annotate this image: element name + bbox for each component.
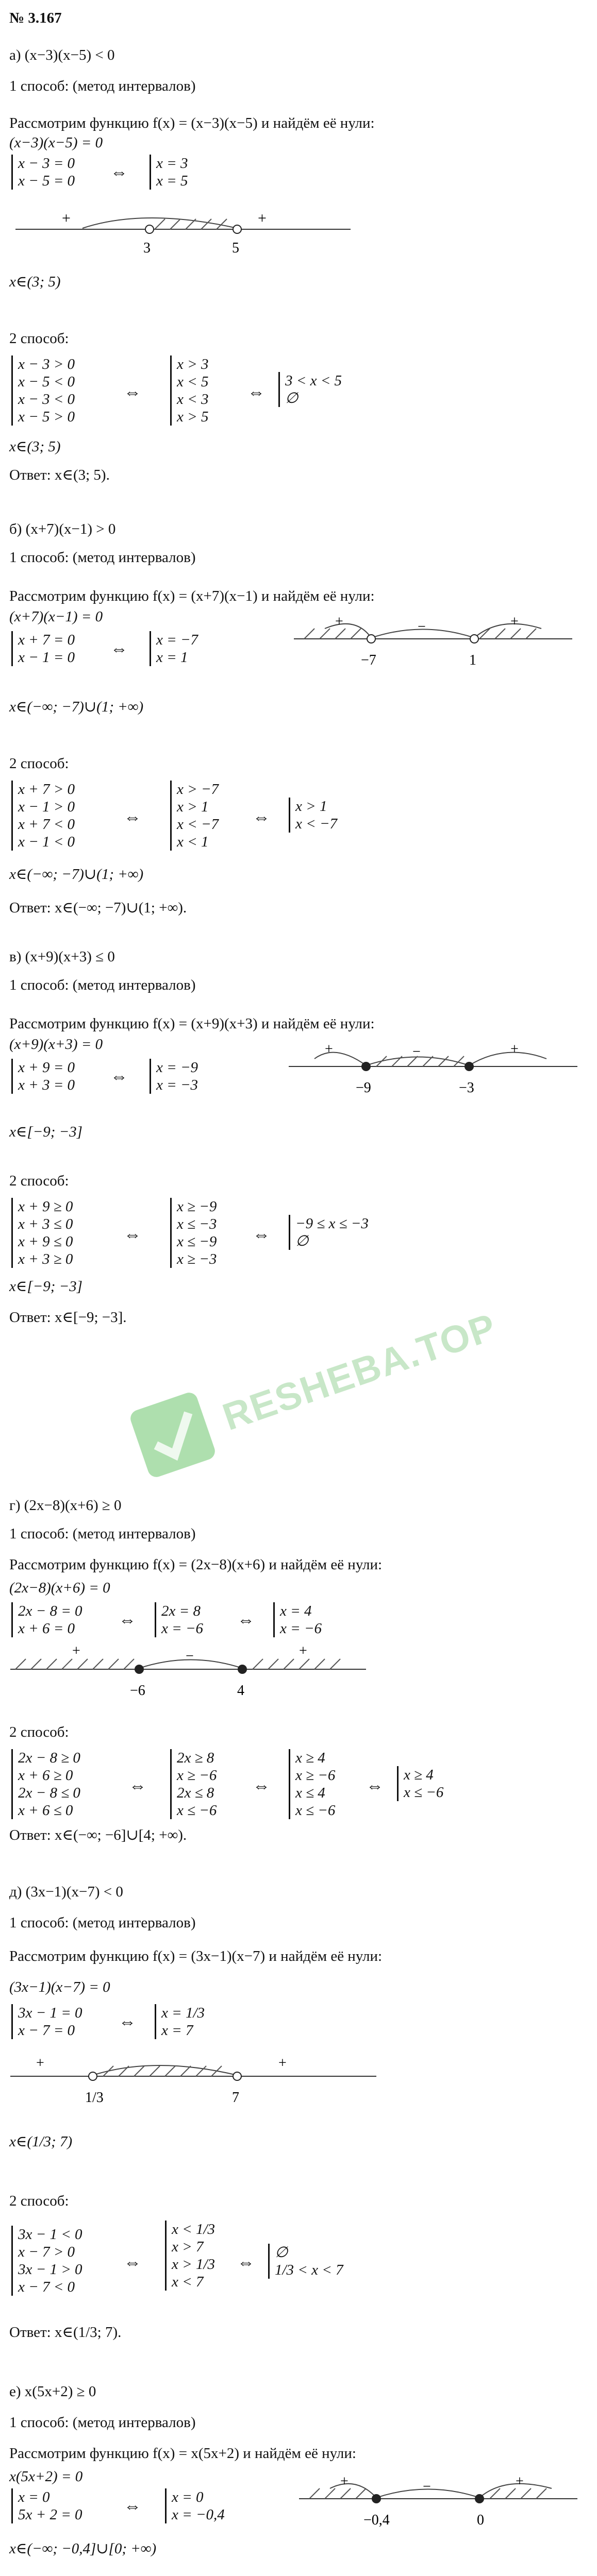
part-a-method1: 1 способ: (метод интервалов) [9, 78, 196, 94]
sign-label: + [340, 2473, 349, 2489]
part-f-equation: x(5x+2) = 0 [9, 2468, 83, 2485]
system-line: x + 7 < 0 [18, 816, 75, 833]
watermark-logo-icon [117, 1379, 228, 1490]
part-d-method2-b [170, 1749, 217, 1819]
point-closed [135, 1665, 143, 1673]
equivalence-arrow: ⇔ [124, 1225, 141, 1244]
part-b-method2-a [11, 781, 75, 851]
system-line: 5x + 2 = 0 [18, 2506, 82, 2523]
part-e-method2: 2 способ: [9, 2193, 69, 2209]
system-line: x = −9 [156, 1059, 198, 1076]
point-closed [465, 1062, 473, 1071]
system-line: 1/3 < x < 7 [275, 2262, 343, 2278]
point-label: −3 [459, 1080, 474, 1096]
point-label: −9 [356, 1080, 371, 1096]
equivalence-arrow: ⇔ [237, 1611, 255, 1630]
equivalence-arrow: ⇔ [237, 2253, 255, 2272]
system-line: ∅ [285, 390, 299, 406]
sign-label: + [335, 614, 343, 630]
system-line: x = −0,4 [172, 2506, 225, 2523]
part-c-number-line [289, 1038, 583, 1105]
equivalence-arrow: ⇔ [253, 1776, 270, 1795]
part-b-consider: Рассмотрим функцию f(x) = (x+7)(x−1) и найдём её нули: [9, 588, 375, 604]
part-c-method2: 2 способ: [9, 1173, 69, 1189]
sign-label: + [62, 210, 71, 227]
sign-label: + [516, 2473, 524, 2489]
part-e-method2-b [165, 2221, 215, 2291]
system-line: x ≥ 4 [295, 1750, 325, 1766]
system-line: x = 1/3 [161, 2005, 205, 2021]
point-label: −6 [130, 1683, 145, 1699]
part-b-equation: (x+7)(x−1) = 0 [9, 608, 103, 625]
sign-label: + [510, 1041, 519, 1057]
part-b-method1: 1 способ: (метод интервалов) [9, 549, 196, 566]
system-line: x = −6 [280, 1620, 322, 1637]
problem-number: № 3.167 [9, 10, 62, 26]
part-f-answer1: x∈(−∞; −0,4]∪[0; +∞) [9, 2540, 157, 2557]
part-c-header: в) (x+9)(x+3) ≤ 0 [9, 948, 115, 965]
part-c-method1: 1 способ: (метод интервалов) [9, 977, 196, 993]
sign-label: − [186, 1648, 194, 1664]
system-line: x + 9 ≥ 0 [18, 1198, 73, 1215]
system-line: x − 3 = 0 [18, 155, 75, 172]
part-d-method2: 2 способ: [9, 1724, 69, 1740]
part-e-system-1 [11, 2004, 82, 2039]
system-line: x ≥ 4 [404, 1767, 434, 1783]
equivalence-arrow: ⇔ [124, 2253, 141, 2272]
part-c-method2-b [170, 1198, 217, 1268]
equivalence-arrow: ⇔ [124, 2497, 141, 2516]
part-c-system-1 [11, 1059, 75, 1094]
part-f-system-2 [165, 2488, 225, 2523]
point-label: 1 [469, 652, 476, 668]
system-line: x < 7 [172, 2274, 204, 2290]
system-line: x ≥ −9 [177, 1198, 217, 1215]
system-line: x − 1 > 0 [18, 799, 75, 815]
sign-label: + [325, 1041, 333, 1057]
part-e-equation: (3x−1)(x−7) = 0 [9, 1979, 110, 1995]
part-f-method1: 1 способ: (метод интервалов) [9, 2414, 196, 2431]
point-open [233, 225, 241, 233]
system-line: x − 5 < 0 [18, 374, 75, 390]
system-line: x ≥ −6 [295, 1767, 336, 1784]
part-a-consider: Рассмотрим функцию f(x) = (x−3)(x−5) и найдём её нули: [9, 115, 375, 131]
point-label: −7 [361, 652, 376, 668]
system-line: x > −7 [177, 781, 219, 798]
system-line: x < −7 [295, 816, 338, 832]
system-line: 2x − 8 = 0 [18, 1603, 82, 1619]
part-a-system-1 [11, 155, 75, 190]
system-line: x − 5 = 0 [18, 173, 75, 189]
system-line: ∅ [295, 1233, 309, 1249]
part-c-final: Ответ: x∈[−9; −3]. [9, 1309, 127, 1326]
part-a-method2-c [278, 372, 342, 407]
part-c-consider: Рассмотрим функцию f(x) = (x+9)(x+3) и найдём её нули: [9, 1015, 375, 1032]
point-closed [475, 2495, 484, 2503]
part-b-number-line [294, 611, 583, 677]
part-b-method2-c [289, 798, 337, 833]
system-line: x + 3 ≥ 0 [18, 1251, 73, 1267]
point-label: −0,4 [363, 2512, 390, 2528]
part-f-header: е) x(5x+2) ≥ 0 [9, 2383, 96, 2400]
point-open [89, 2072, 97, 2080]
system-line: x + 3 = 0 [18, 1077, 75, 1093]
part-a-answer1: x∈(3; 5) [9, 274, 61, 290]
part-d-method2-a [11, 1749, 80, 1819]
system-line: x > 5 [177, 409, 209, 425]
part-b-answer2: x∈(−∞; −7)∪(1; +∞) [9, 866, 144, 883]
system-line: x > 1/3 [172, 2256, 215, 2273]
system-line: −9 ≤ x ≤ −3 [295, 1215, 369, 1232]
system-line: x + 7 = 0 [18, 632, 75, 648]
system-line: 3 < x < 5 [285, 372, 342, 389]
sign-label: − [418, 619, 426, 635]
point-closed [238, 1665, 246, 1673]
system-line: x > 7 [172, 2239, 204, 2255]
system-line: x = −3 [156, 1077, 198, 1093]
system-line: x ≤ −6 [295, 1802, 336, 1819]
system-line: x < 5 [177, 374, 209, 390]
system-line: x − 7 = 0 [18, 2022, 75, 2039]
system-line: x − 3 > 0 [18, 356, 75, 372]
part-a-system-2 [150, 155, 188, 190]
point-open [145, 225, 154, 233]
point-label: 4 [237, 1683, 244, 1699]
point-label: 3 [143, 240, 151, 256]
system-line: x < 3 [177, 391, 209, 408]
system-line: x = 0 [18, 2489, 50, 2505]
part-e-final: Ответ: x∈(1/3; 7). [9, 2324, 122, 2341]
point-label: 0 [477, 2512, 484, 2528]
part-c-method2-a [11, 1198, 73, 1268]
watermark-text: RESHEBA.TOP [217, 1304, 502, 1439]
equivalence-arrow: ⇔ [253, 808, 270, 827]
system-line: x ≥ −3 [177, 1251, 217, 1267]
part-f-system-1 [11, 2488, 82, 2523]
system-line: 2x = 8 [161, 1603, 201, 1619]
part-e-number-line [10, 2048, 382, 2115]
system-line: x ≥ −6 [177, 1767, 217, 1784]
sign-label: + [278, 2055, 287, 2071]
point-label: 5 [232, 240, 239, 256]
point-open [470, 635, 478, 643]
equivalence-arrow: ⇔ [253, 1225, 270, 1244]
part-d-header: г) (2x−8)(x+6) ≥ 0 [9, 1497, 122, 1514]
part-a-header: а) (x−3)(x−5) < 0 [9, 47, 115, 63]
part-f-consider: Рассмотрим функцию f(x) = x(5x+2) и найдём её нули: [9, 2445, 356, 2462]
system-line: x + 7 > 0 [18, 781, 75, 798]
system-line: x ≤ 4 [295, 1785, 325, 1801]
system-line: x = 1 [156, 649, 188, 666]
system-line: x − 1 < 0 [18, 834, 75, 850]
part-a-number-line [15, 204, 356, 260]
equivalence-arrow: ⇔ [110, 639, 128, 658]
part-c-method2-c [289, 1215, 369, 1250]
part-e-method2-a [11, 2226, 82, 2296]
part-d-final: Ответ: x∈(−∞; −6]∪[4; +∞). [9, 1827, 187, 1843]
system-line: 3x − 1 > 0 [18, 2261, 82, 2278]
part-d-system-3 [273, 1602, 322, 1637]
system-line: 2x ≤ 8 [177, 1785, 214, 1801]
equivalence-arrow: ⇔ [124, 383, 141, 402]
system-line: x − 7 < 0 [18, 2279, 75, 2295]
system-line: x = 0 [172, 2489, 204, 2505]
system-line: x = −7 [156, 632, 198, 648]
part-a-equation: (x−3)(x−5) = 0 [9, 134, 103, 151]
sign-label: + [510, 614, 519, 630]
system-line: x − 3 < 0 [18, 391, 75, 408]
point-open [233, 2072, 241, 2080]
system-line: x − 5 > 0 [18, 409, 75, 425]
system-line: ∅ [275, 2244, 288, 2261]
part-c-answer2: x∈[−9; −3] [9, 1278, 82, 1295]
part-d-system-2 [155, 1602, 203, 1637]
system-line: x ≤ −9 [177, 1233, 217, 1250]
part-a-method2-b [170, 355, 208, 426]
part-a-method2-a [11, 355, 75, 426]
sign-label: + [72, 1643, 80, 1659]
system-line: 2x − 8 ≤ 0 [18, 1785, 80, 1801]
point-open [367, 635, 375, 643]
system-line: x + 6 ≤ 0 [18, 1802, 73, 1819]
equivalence-arrow: ⇔ [119, 1611, 136, 1630]
system-line: x > 1 [295, 798, 327, 815]
system-line: x = −6 [161, 1620, 204, 1637]
part-a-method2: 2 способ: [9, 330, 69, 347]
point-label: 7 [232, 2090, 239, 2106]
part-b-system-2 [150, 631, 198, 666]
part-b-final: Ответ: x∈(−∞; −7)∪(1; +∞). [9, 900, 187, 916]
system-line: x < 1 [177, 834, 209, 850]
equivalence-arrow: ⇔ [110, 163, 128, 182]
part-d-method1: 1 способ: (метод интервалов) [9, 1526, 196, 1542]
part-e-answer1: x∈(1/3; 7) [9, 2133, 73, 2150]
part-d-equation: (2x−8)(x+6) = 0 [9, 1580, 110, 1596]
system-line: x + 3 ≤ 0 [18, 1216, 73, 1232]
equivalence-arrow: ⇔ [247, 383, 265, 402]
part-e-method2-c [268, 2244, 343, 2279]
equivalence-arrow: ⇔ [110, 1067, 128, 1086]
system-line: x < 1/3 [172, 2221, 215, 2238]
part-a-final: Ответ: x∈(3; 5). [9, 467, 110, 483]
system-line: x < −7 [177, 816, 219, 833]
point-closed [372, 2495, 380, 2503]
part-b-system-1 [11, 631, 75, 666]
part-b-answer1: x∈(−∞; −7)∪(1; +∞) [9, 699, 144, 715]
system-line: x ≤ −6 [404, 1784, 444, 1801]
system-line: 2x ≥ 8 [177, 1750, 214, 1766]
part-e-consider: Рассмотрим функцию f(x) = (3x−1)(x−7) и найдём её нули: [9, 1948, 383, 1964]
sign-label: + [258, 210, 267, 227]
sign-label: + [36, 2055, 44, 2071]
part-b-method2: 2 способ: [9, 755, 69, 772]
part-b-method2-b [170, 781, 219, 851]
system-line: x = 5 [156, 173, 188, 189]
system-line: x = 4 [280, 1603, 312, 1619]
system-line: x ≤ −6 [177, 1802, 217, 1819]
system-line: x > 3 [177, 356, 209, 372]
system-line: x + 9 = 0 [18, 1059, 75, 1076]
part-f-number-line [299, 2470, 588, 2537]
sign-label: − [423, 2479, 431, 2495]
system-line: 3x − 1 = 0 [18, 2005, 82, 2021]
system-line: 3x − 1 < 0 [18, 2226, 82, 2243]
part-a-answer2: x∈(3; 5) [9, 438, 61, 455]
system-line: x + 9 ≤ 0 [18, 1233, 73, 1250]
system-line: x > 1 [177, 799, 209, 815]
sign-label: − [412, 1044, 421, 1060]
part-e-header: д) (3x−1)(x−7) < 0 [9, 1884, 123, 1900]
part-c-system-2 [150, 1059, 198, 1094]
system-line: x + 6 ≥ 0 [18, 1767, 73, 1784]
system-line: x − 1 = 0 [18, 649, 75, 666]
equivalence-arrow: ⇔ [366, 1776, 384, 1795]
part-d-method2-c [289, 1749, 335, 1819]
equivalence-arrow: ⇔ [124, 808, 141, 827]
point-label: 1/3 [85, 2090, 104, 2106]
part-b-header: б) (x+7)(x−1) > 0 [9, 521, 116, 537]
part-d-number-line [10, 1641, 371, 1708]
system-line: x = 7 [161, 2022, 193, 2039]
part-c-answer1: x∈[−9; −3] [9, 1124, 82, 1140]
part-e-method1: 1 способ: (метод интервалов) [9, 1914, 196, 1931]
part-d-system-1 [11, 1602, 82, 1637]
part-e-system-2 [155, 2004, 205, 2039]
part-d-method2-d [397, 1766, 443, 1801]
part-c-equation: (x+9)(x+3) = 0 [9, 1036, 103, 1053]
equivalence-arrow: ⇔ [119, 2012, 136, 2031]
system-line: x + 6 = 0 [18, 1620, 75, 1637]
system-line: x − 7 > 0 [18, 2244, 75, 2260]
system-line: x = 3 [156, 155, 188, 172]
system-line: x ≤ −3 [177, 1216, 217, 1232]
system-line: 2x − 8 ≥ 0 [18, 1750, 80, 1766]
point-closed [362, 1062, 370, 1071]
equivalence-arrow: ⇔ [129, 1776, 146, 1795]
part-d-consider: Рассмотрим функцию f(x) = (2x−8)(x+6) и найдём её нули: [9, 1556, 383, 1573]
sign-label: + [299, 1643, 307, 1659]
